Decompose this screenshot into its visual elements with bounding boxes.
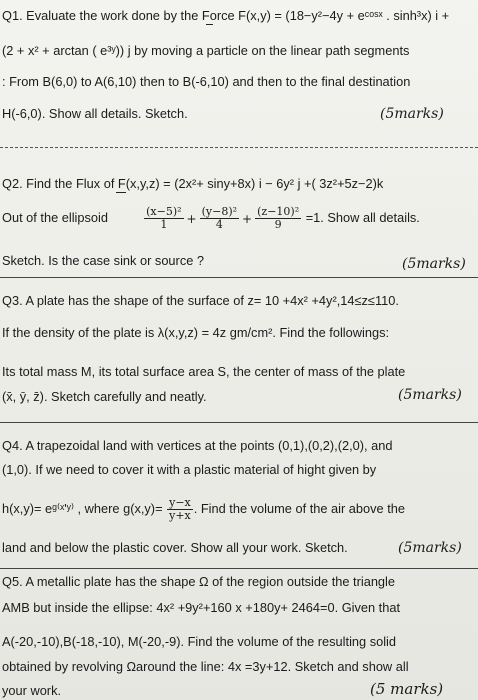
q3-line-1: Q3. A plate has the shape of the surface of z= 10 +4x² +4y²,14≤z≤110. (2, 293, 399, 308)
q2-line-2 (2, 205, 420, 232)
q4-line-3-suffix: . Find the volume of the air above the (193, 501, 406, 516)
separator-q3-q4 (0, 422, 478, 423)
ellipsoid-term-x (144, 206, 183, 231)
q4-marks: (5marks) (398, 540, 462, 556)
separator-q1-q2 (0, 147, 478, 148)
ellipsoid-x-numerator: (x−5)² (146, 205, 182, 219)
q2-line-2-prefix: Out of the ellipsoid (2, 210, 108, 225)
q4-line-3-prefix: h(x,y)= eᵍ⁽ˣ'ʸ⁾ , where g(x,y)= (2, 501, 163, 516)
q1-line-4: H(-6,0). Show all details. Sketch. (2, 106, 188, 121)
q1-line-3: : From B(6,0) to A(6,10) then to B(-6,10) and then to the final destination (2, 74, 411, 89)
q1-line-2: (2 + x² + arctan ( e³ʸ)) j by moving a particle on the linear path segments (2, 43, 410, 58)
g-numerator: y−x (169, 496, 191, 510)
ellipsoid-y-numerator: (y−8)² (201, 205, 238, 219)
q5-line-4: obtained by revolving Ωaround the line: 4x =3y+12. Sketch and show all (2, 659, 409, 674)
vector-underline (116, 192, 126, 193)
q4-line-4: land and below the plastic cover. Show all your work. Sketch. (2, 540, 348, 555)
q3-line-4: (x̄, ȳ, z̄). Sketch carefully and neatly. (2, 389, 207, 404)
q2-line-1: Q2. Find the Flux of F(x,y,z) = (2x²+ siny+8x) i − 6y² j +( 3z²+5z−2)k (2, 176, 384, 191)
q2-line-3: Sketch. Is the case sink or source ? (2, 253, 205, 268)
q2-line-2-suffix: =1. Show all details. (305, 210, 420, 225)
separator-q4-q5 (0, 568, 478, 569)
q4-line-1: Q4. A trapezoidal land with vertices at the points (0,1),(0,2),(2,0), and (2, 438, 393, 453)
q5-line-2: AMB but inside the ellipse: 4x² +9y²+160 x +180y+ 2464=0. Given that (2, 600, 401, 615)
ellipsoid-x-denominator: 1 (160, 218, 168, 232)
q1-marks: (5marks) (380, 106, 444, 122)
g-denominator: y+x (169, 509, 191, 523)
q5-line-5: your work. (2, 683, 62, 698)
ellipsoid-y-denominator: 4 (215, 218, 223, 232)
ellipsoid-term-z (255, 206, 301, 231)
separator-q2-q3 (0, 277, 478, 278)
q4-line-2: (1,0). If we need to cover it with a plastic material of hight given by (2, 462, 377, 477)
vector-underline (206, 24, 213, 25)
ellipsoid-z-denominator: 9 (274, 218, 282, 232)
ellipsoid-z-numerator: (z−10)² (257, 205, 300, 219)
q5-line-3: A(-20,-10),B(-18,-10), M(-20,-9). Find the volume of the resulting solid (2, 634, 397, 649)
q3-line-2: If the density of the plate is λ(x,y,z) = 4z gm/cm². Find the followings: (2, 325, 390, 340)
g-fraction (167, 497, 193, 522)
q5-line-1: Q5. A metallic plate has the shape Ω of the region outside the triangle (2, 574, 396, 589)
q1-line-1: Q1. Evaluate the work done by the Force F(x,y) = (18−y²−4y + eᶜᵒˢˣ . sinh³x) i + (2, 8, 450, 23)
q5-marks: (5 marks) (370, 680, 444, 698)
q3-line-3: Its total mass M, its total surface area S, the center of mass of the plate (2, 364, 406, 379)
q2-marks: (5marks) (402, 256, 466, 272)
plus-sign: + (186, 211, 197, 226)
ellipsoid-term-y (200, 206, 239, 231)
q4-line-3 (2, 496, 405, 522)
q3-marks: (5marks) (398, 387, 462, 403)
plus-sign: + (242, 211, 253, 226)
